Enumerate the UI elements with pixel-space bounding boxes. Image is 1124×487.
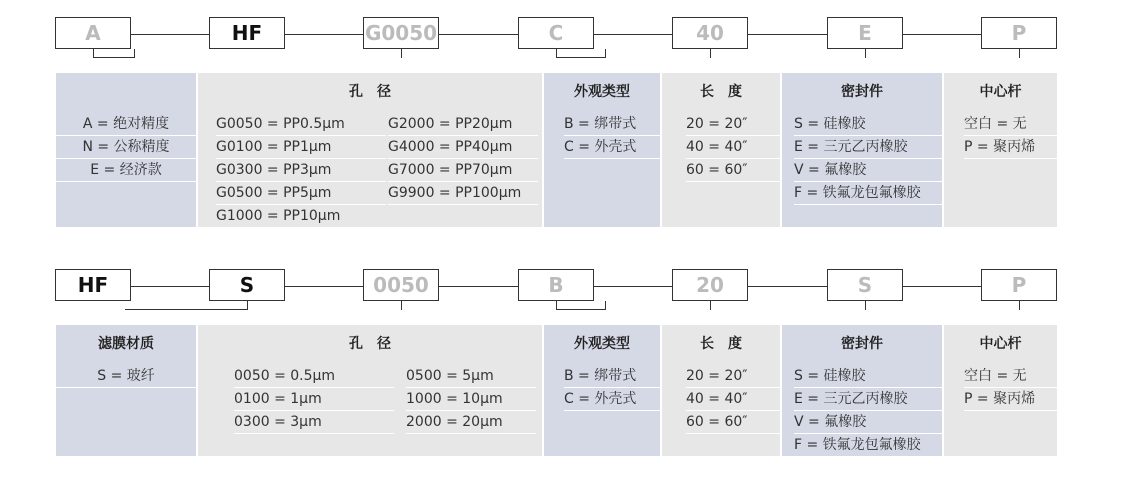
pore-item: G0100 = PP1μm (216, 136, 386, 159)
seal-item: F = 铁氟龙包氟橡胶 (794, 434, 942, 457)
rod-item: 空白 = 无 (964, 113, 1057, 136)
bracket-type (556, 301, 606, 310)
length-header: 长 度 (662, 325, 780, 363)
type-item: B = 绑带式 (564, 113, 660, 136)
code-box-series: HF (55, 269, 131, 301)
length-item: 40 = 40″ (686, 136, 780, 159)
length-header: 长 度 (662, 73, 780, 111)
length-item: 20 = 20″ (686, 365, 780, 388)
length-column (662, 325, 780, 456)
code-box-seal: E (827, 17, 903, 49)
rod-item: 空白 = 无 (964, 365, 1057, 388)
material-header: 滤膜材质 (56, 325, 196, 363)
material-column (56, 325, 196, 456)
bracket-rod (1019, 301, 1020, 310)
pore-item: G9900 = PP100μm (388, 182, 538, 205)
code-box-pore: G0050 (363, 17, 439, 49)
length-column (662, 73, 780, 227)
bracket-pore (401, 301, 402, 310)
accuracy-header (56, 73, 196, 111)
pore-item: 1000 = 10μm (406, 388, 536, 411)
code-box-pore: 0050 (363, 269, 439, 301)
seal-item: E = 三元乙丙橡胶 (794, 136, 942, 159)
pore-header: 孔 径 (198, 325, 542, 363)
rod-item: P = 聚丙烯 (964, 388, 1057, 411)
type-item: C = 外壳式 (564, 388, 660, 411)
rod-column (944, 73, 1057, 227)
type-column (544, 325, 660, 456)
bracket-rod (1019, 49, 1020, 58)
code-box-accuracy: A (55, 17, 131, 49)
pore-item: 0050 = 0.5μm (234, 365, 394, 388)
top-code-row (0, 17, 1124, 53)
bracket-length (710, 301, 711, 310)
length-item: 20 = 20″ (686, 113, 780, 136)
seal-item: E = 三元乙丙橡胶 (794, 388, 942, 411)
seal-item: V = 氟橡胶 (794, 159, 942, 182)
code-box-length: 20 (672, 269, 748, 301)
bottom-code-row (0, 269, 1124, 305)
pore-item: G1000 = PP10μm (216, 205, 386, 228)
type-column (544, 73, 660, 227)
pore-item: G4000 = PP40μm (388, 136, 538, 159)
pore-item: G0500 = PP5μm (216, 182, 386, 205)
pore-item: 0300 = 3μm (234, 411, 394, 434)
bottom-spec-table (56, 325, 1057, 456)
bracket-type (556, 49, 606, 58)
seal-header: 密封件 (782, 73, 942, 111)
pore-column (198, 73, 542, 227)
seal-item: S = 硅橡胶 (794, 113, 942, 136)
pore-item: 0100 = 1μm (234, 388, 394, 411)
bracket-material (125, 301, 248, 310)
pore-header: 孔 径 (198, 73, 542, 111)
pore-item: 0500 = 5μm (406, 365, 536, 388)
type-header: 外观类型 (544, 73, 660, 111)
accuracy-item: N = 公称精度 (56, 136, 196, 159)
length-item: 60 = 60″ (686, 411, 780, 434)
rod-header: 中心杆 (944, 73, 1057, 111)
accuracy-column (56, 73, 196, 227)
bracket-accuracy (93, 49, 135, 58)
pore-column (198, 325, 542, 456)
pore-item: G2000 = PP20μm (388, 113, 538, 136)
bracket-length (710, 49, 711, 58)
length-item: 60 = 60″ (686, 159, 780, 182)
bracket-seal (865, 301, 866, 310)
type-item: B = 绑带式 (564, 365, 660, 388)
seal-item: F = 铁氟龙包氟橡胶 (794, 182, 942, 205)
code-box-rod: P (981, 17, 1057, 49)
seal-column (782, 325, 942, 456)
code-box-length: 40 (672, 17, 748, 49)
seal-column (782, 73, 942, 227)
bracket-seal (865, 49, 866, 58)
material-item: S = 玻纤 (56, 365, 196, 388)
accuracy-item: A = 绝对精度 (56, 113, 196, 136)
code-box-rod: P (981, 269, 1057, 301)
rod-column (944, 325, 1057, 456)
seal-header: 密封件 (782, 325, 942, 363)
length-item: 40 = 40″ (686, 388, 780, 411)
rod-header: 中心杆 (944, 325, 1057, 363)
type-item: C = 外壳式 (564, 136, 660, 159)
seal-item: V = 氟橡胶 (794, 411, 942, 434)
bracket-pore (401, 49, 402, 58)
pore-item: G7000 = PP70μm (388, 159, 538, 182)
code-box-type: C (518, 17, 594, 49)
pore-item: 2000 = 20μm (406, 411, 536, 434)
type-header: 外观类型 (544, 325, 660, 363)
code-box-material: S (209, 269, 285, 301)
seal-item: S = 硅橡胶 (794, 365, 942, 388)
code-box-type: B (518, 269, 594, 301)
rod-item: P = 聚丙烯 (964, 136, 1057, 159)
pore-item: G0050 = PP0.5μm (216, 113, 386, 136)
top-spec-table (56, 73, 1057, 227)
pore-item: G0300 = PP3μm (216, 159, 386, 182)
code-box-seal: S (827, 269, 903, 301)
code-box-series: HF (209, 17, 285, 49)
accuracy-item: E = 经济款 (56, 159, 196, 182)
